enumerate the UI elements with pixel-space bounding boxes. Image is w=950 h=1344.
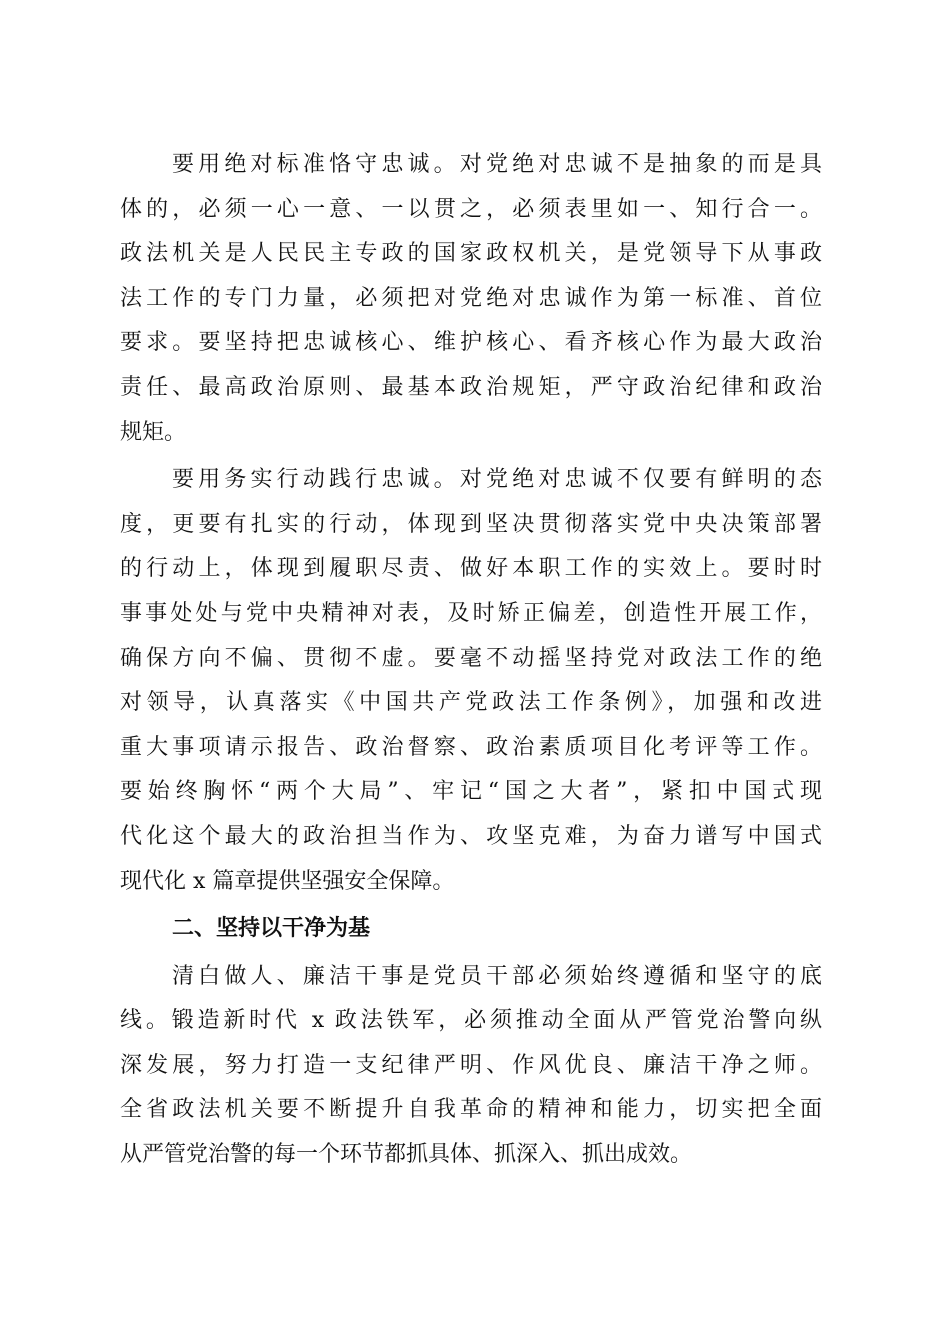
text-line: 现代化 x 篇章提供坚强安全保障。 (120, 868, 455, 894)
text-line: 规矩。 (120, 419, 187, 445)
text-line: 法工作的专门力量，必须把对党绝对忠诚作为第一标准、首位 (120, 285, 822, 311)
text-line: 重大事项请示报告、政治督察、政治素质项目化考评等工作。 (120, 734, 822, 760)
text-line: 代化这个最大的政治担当作为、攻坚克难，为奋力谱写中国式 (120, 823, 822, 849)
text-line: 体的，必须一心一意、一以贯之，必须表里如一、知行合一。 (120, 196, 822, 222)
text-line: 全省政法机关要不断提升自我革命的精神和能力，切实把全面 (120, 1097, 822, 1123)
text-line: 政法机关是人民民主专政的国家政权机关，是党领导下从事政 (120, 241, 822, 267)
text-line: 清白做人、廉洁干事是党员干部必须始终遵循和坚守的底 (172, 963, 822, 989)
paragraph (120, 143, 822, 455)
text-line: 确保方向不偏、贯彻不虚。要毫不动摇坚持党对政法工作的绝 (120, 645, 822, 671)
text-line: 要始终胸怀“两个大局”、牢记“国之大者”，紧扣中国式现 (120, 779, 822, 805)
text-line: 从严管党治警的每一个环节都抓具体、抓深入、抓出成效。 (120, 1142, 693, 1168)
text-line: 要求。要坚持把忠诚核心、维护核心、看齐核心作为最大政治 (120, 330, 822, 356)
text-line: 深发展，努力打造一支纪律严明、作风优良、廉洁干净之师。 (120, 1052, 822, 1078)
heading-text: 二、坚持以干净为基 (172, 916, 371, 942)
text-line: 的行动上，体现到履职尽责、做好本职工作的实效上。要时时 (120, 556, 822, 582)
text-line: 要用绝对标准恪守忠诚。对党绝对忠诚不是抽象的而是具 (172, 152, 822, 177)
text-line: 线。锻造新时代 x 政法铁军，必须推动全面从严管党治警向纵 (120, 1008, 822, 1034)
paragraph (120, 955, 822, 1178)
text-line: 度，更要有扎实的行动，体现到坚决贯彻落实党中央决策部署 (120, 511, 822, 537)
text-line: 事事处处与党中央精神对表，及时矫正偏差，创造性开展工作， (120, 600, 822, 626)
text-line: 对领导，认真落实《中国共产党政法工作条例》，加强和改进 (120, 690, 822, 716)
document-body (120, 143, 822, 1181)
text-line: 要用务实行动践行忠诚。对党绝对忠诚不仅要有鲜明的态 (172, 467, 822, 493)
section-heading (120, 907, 822, 952)
text-line: 责任、最高政治原则、最基本政治规矩，严守政治纪律和政治 (120, 374, 822, 400)
paragraph (120, 458, 822, 904)
